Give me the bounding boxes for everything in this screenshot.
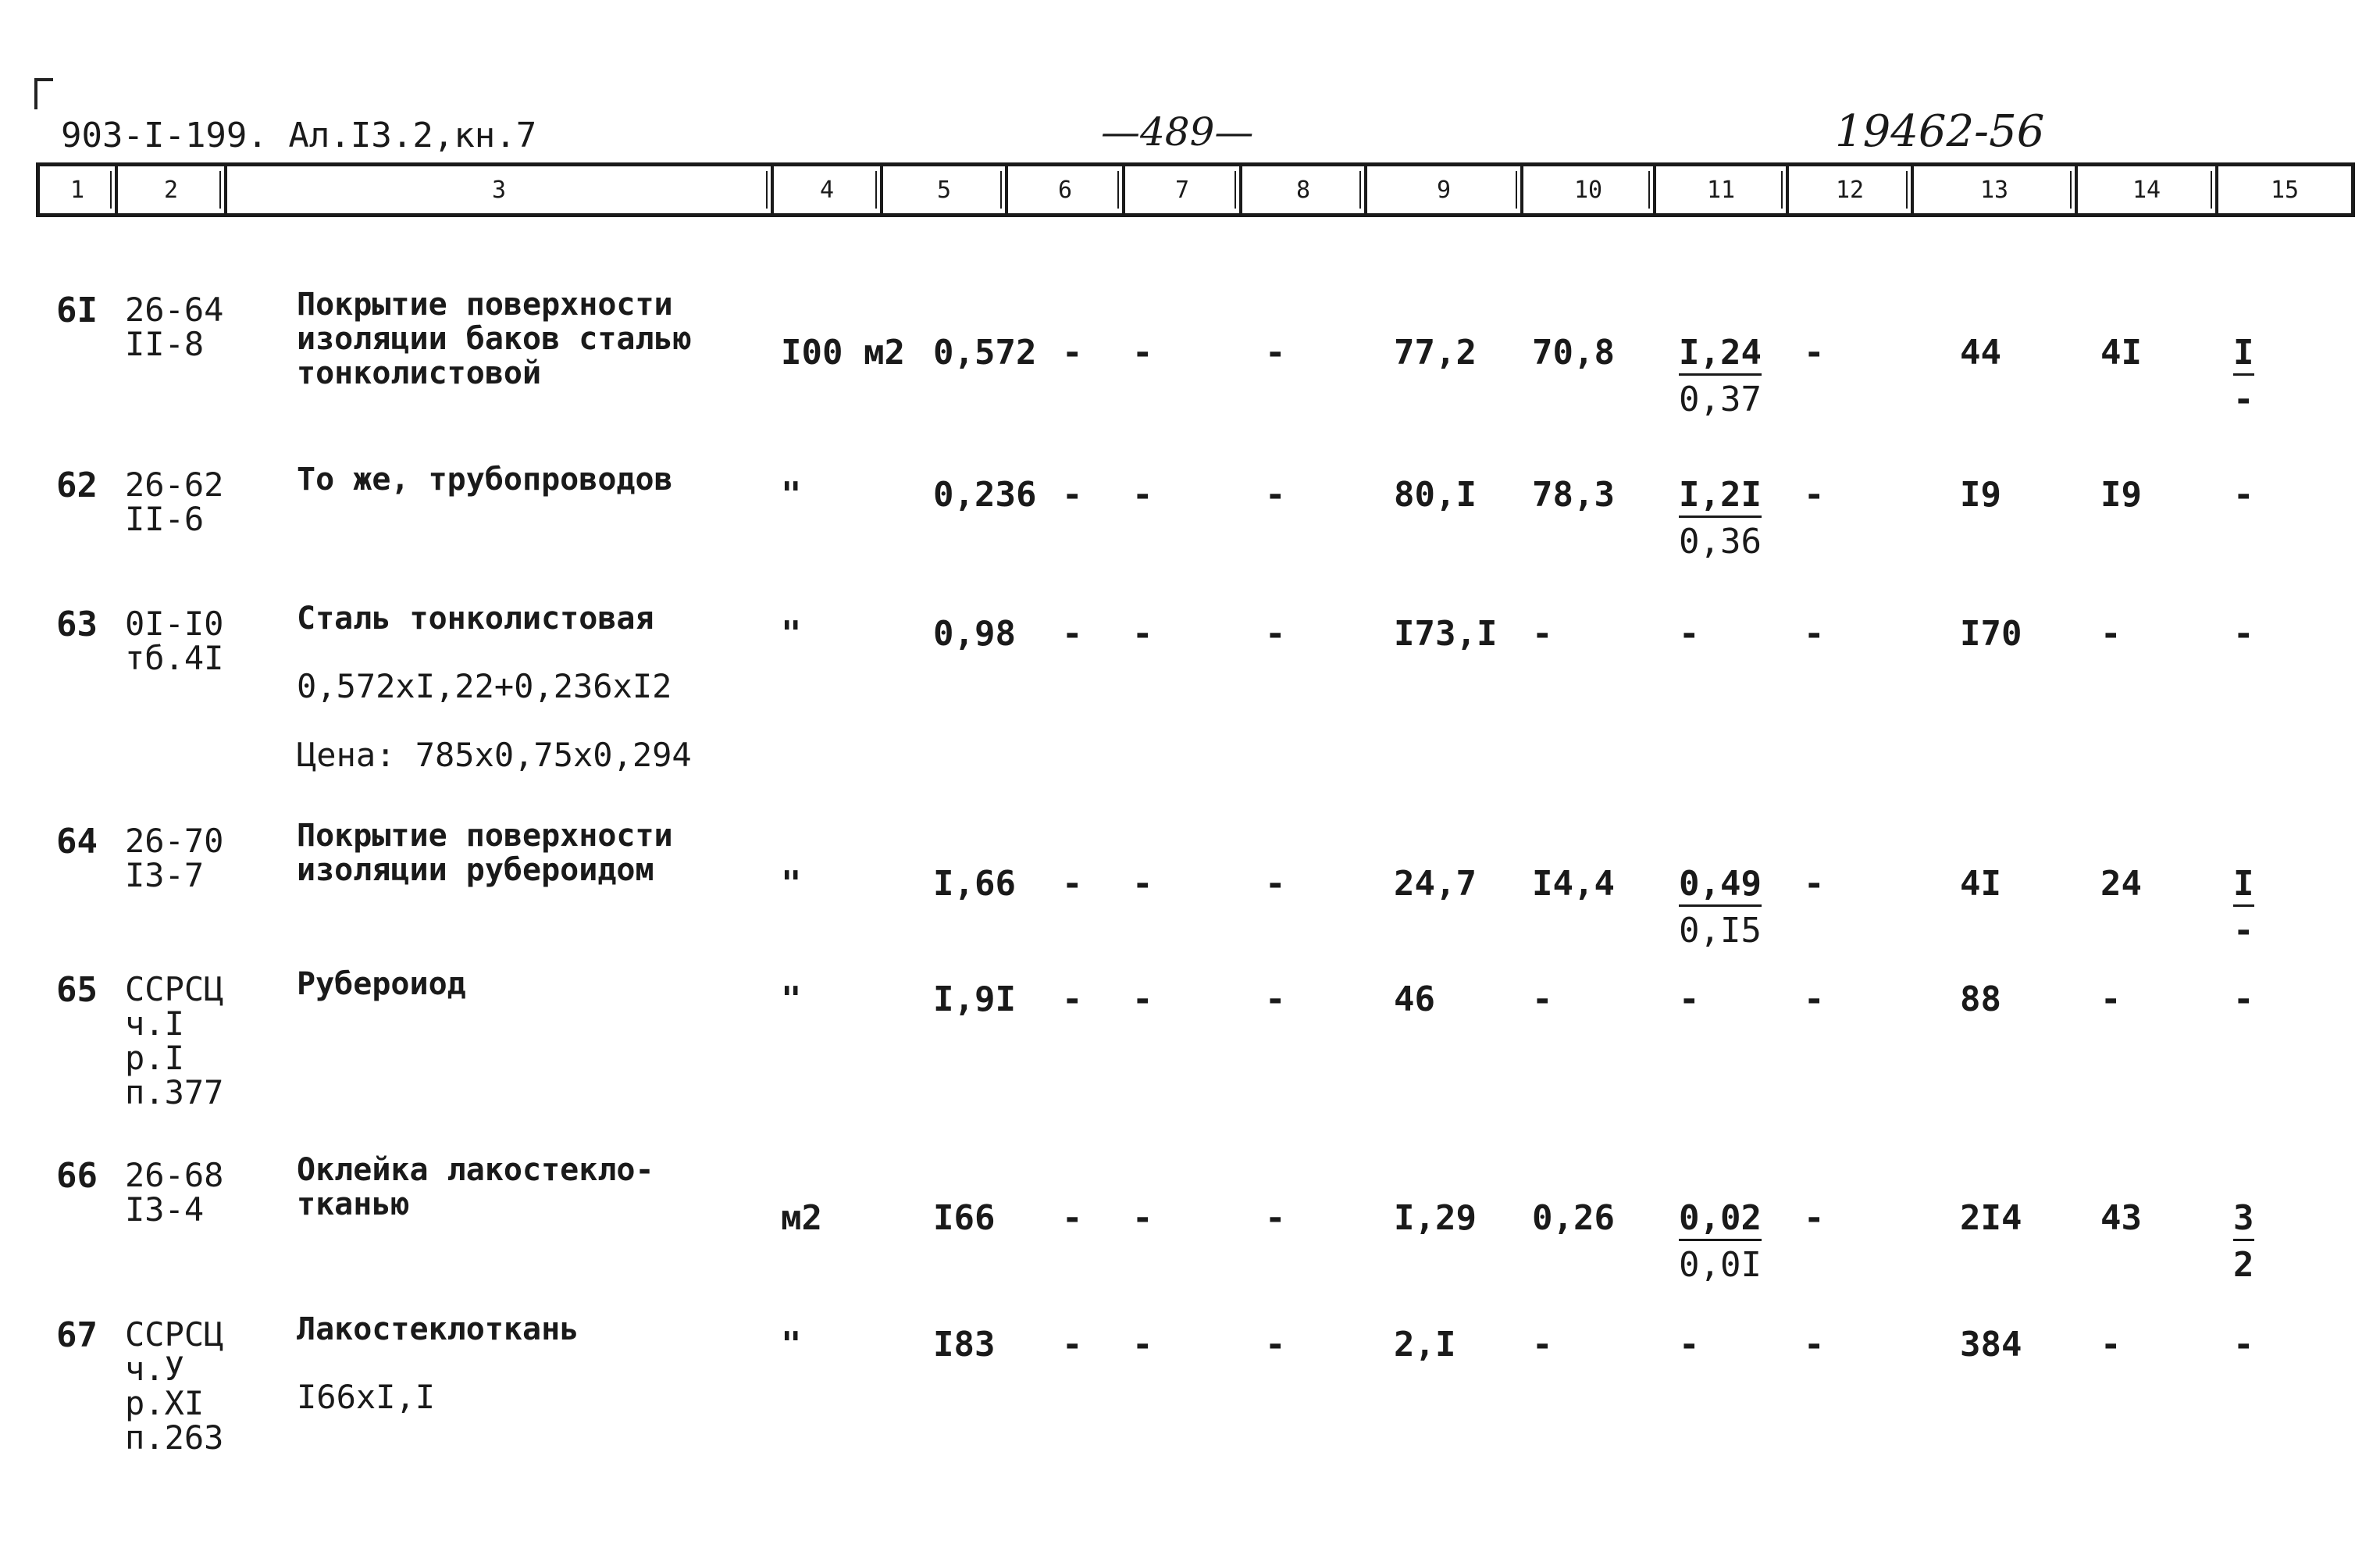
row-col-15-top: I xyxy=(2233,865,2254,907)
row-col-15: - xyxy=(2233,614,2254,654)
row-col-11-bottom: 0,37 xyxy=(1679,380,1762,419)
row-calculation-line: I66хI,I xyxy=(297,1378,436,1416)
row-number: 62 xyxy=(56,466,98,505)
row-col-8: - xyxy=(1265,864,1286,904)
column-number-header xyxy=(36,162,2355,217)
row-col-8: - xyxy=(1265,979,1286,1019)
column-number-10: 10 xyxy=(1523,166,1656,213)
row-col-11: - xyxy=(1679,614,1700,654)
row-number: 64 xyxy=(56,822,98,862)
row-col-11-bottom: 0,0I xyxy=(1679,1245,1762,1285)
row-col-5: I83 xyxy=(933,1325,996,1365)
column-number-8: 8 xyxy=(1242,166,1367,213)
column-number-9: 9 xyxy=(1367,166,1523,213)
column-number-14: 14 xyxy=(2078,166,2218,213)
row-code-line: п.263 xyxy=(125,1418,224,1457)
row-col-9: 46 xyxy=(1394,979,1435,1019)
row-description-line: Покрытие поверхности xyxy=(297,818,673,854)
row-col-7: - xyxy=(1132,1198,1153,1238)
row-code-line: 26-70 xyxy=(125,822,224,860)
row-col-7: - xyxy=(1132,1325,1153,1365)
row-col-12: - xyxy=(1804,1325,1825,1365)
row-col-14: - xyxy=(2100,1325,2122,1365)
column-number-11: 11 xyxy=(1656,166,1789,213)
row-col-15: - xyxy=(2233,1325,2254,1365)
row-col-5: I,66 xyxy=(933,864,1016,904)
row-col-14: 43 xyxy=(2100,1198,2142,1238)
row-col-9: 24,7 xyxy=(1394,864,1477,904)
document-reference: 903-I-199. Ал.I3.2,кн.7 xyxy=(61,116,537,155)
row-col-9: 2,I xyxy=(1394,1325,1456,1365)
column-number-12: 12 xyxy=(1789,166,1914,213)
row-col-5: I,9I xyxy=(933,979,1016,1019)
row-col-11: - xyxy=(1679,1325,1700,1365)
row-number: 66 xyxy=(56,1156,98,1196)
row-code-line: ч.У xyxy=(125,1350,184,1388)
row-col-8: - xyxy=(1265,1325,1286,1365)
row-unit: " xyxy=(781,475,802,515)
row-col-13: 2I4 xyxy=(1960,1198,2022,1238)
row-col-12: - xyxy=(1804,333,1825,373)
row-code-line: 0I-I0 xyxy=(125,605,224,643)
row-col-11-top: I,2I xyxy=(1679,476,1762,518)
row-description-line: изоляции баков сталью xyxy=(297,321,692,357)
row-col-10: 70,8 xyxy=(1532,333,1615,373)
row-col-9: 77,2 xyxy=(1394,333,1477,373)
column-number-3: 3 xyxy=(227,166,774,213)
row-col-15: - xyxy=(2233,979,2254,1019)
row-col-13: I70 xyxy=(1960,614,2022,654)
row-col-8: - xyxy=(1265,333,1286,373)
row-col-11-top: 0,02 xyxy=(1679,1200,1762,1241)
row-col-10: - xyxy=(1532,1325,1553,1365)
row-col-6: - xyxy=(1062,1325,1083,1365)
row-col-5: 0,572 xyxy=(933,333,1037,373)
row-code-line: ССРСЦ xyxy=(125,970,224,1008)
row-col-13: 44 xyxy=(1960,333,2001,373)
row-description-line: тонколистовой xyxy=(297,355,542,391)
row-col-6: - xyxy=(1062,1198,1083,1238)
row-col-6: - xyxy=(1062,864,1083,904)
row-code-line: р.ХI xyxy=(125,1384,205,1422)
row-col-11-top: 0,49 xyxy=(1679,865,1762,907)
row-description-line: Лакостеклоткань xyxy=(297,1311,579,1347)
row-col-9: 80,I xyxy=(1394,475,1477,515)
row-col-10: 0,26 xyxy=(1532,1198,1615,1238)
row-col-15: - xyxy=(2233,475,2254,515)
column-number-7: 7 xyxy=(1125,166,1242,213)
column-number-5: 5 xyxy=(883,166,1008,213)
row-col-9: I73,I xyxy=(1394,614,1498,654)
row-col-11-top: I,24 xyxy=(1679,334,1762,376)
row-col-7: - xyxy=(1132,979,1153,1019)
row-col-14: I9 xyxy=(2100,475,2142,515)
row-number: 63 xyxy=(56,605,98,644)
row-col-11: - xyxy=(1679,979,1700,1019)
row-number: 67 xyxy=(56,1315,98,1355)
row-description-line: изоляции рубероидом xyxy=(297,852,654,888)
row-col-6: - xyxy=(1062,614,1083,654)
row-unit: " xyxy=(781,864,802,904)
row-col-7: - xyxy=(1132,333,1153,373)
row-code-line: р.I xyxy=(125,1039,184,1077)
row-col-10: I4,4 xyxy=(1532,864,1615,904)
row-col-6: - xyxy=(1062,333,1083,373)
row-col-8: - xyxy=(1265,475,1286,515)
column-number-4: 4 xyxy=(774,166,883,213)
row-unit: м2 xyxy=(781,1198,822,1238)
row-col-12: - xyxy=(1804,979,1825,1019)
row-unit: I00 м2 xyxy=(781,333,905,373)
column-number-6: 6 xyxy=(1008,166,1125,213)
row-col-14: - xyxy=(2100,979,2122,1019)
row-calculation-line: 0,572хI,22+0,236хI2 xyxy=(297,667,672,705)
row-col-12: - xyxy=(1804,1198,1825,1238)
row-col-8: - xyxy=(1265,1198,1286,1238)
row-col-15-top: I xyxy=(2233,334,2254,376)
page-number: —489— xyxy=(1101,109,1254,155)
row-code-line: II-8 xyxy=(125,325,205,363)
row-description-line: Рубероиод xyxy=(297,966,466,1002)
row-col-9: I,29 xyxy=(1394,1198,1477,1238)
row-description-line: Покрытие поверхности xyxy=(297,287,673,323)
row-col-12: - xyxy=(1804,614,1825,654)
row-unit: " xyxy=(781,1325,802,1365)
row-col-7: - xyxy=(1132,475,1153,515)
row-col-5: I66 xyxy=(933,1198,996,1238)
row-calculation-line: Цена: 785х0,75х0,294 xyxy=(297,736,692,774)
row-code-line: п.377 xyxy=(125,1073,224,1111)
row-unit: " xyxy=(781,979,802,1019)
column-number-15: 15 xyxy=(2270,176,2300,204)
row-col-5: 0,98 xyxy=(933,614,1016,654)
row-col-5: 0,236 xyxy=(933,475,1037,515)
row-number: 6I xyxy=(56,291,98,330)
row-col-10: 78,3 xyxy=(1532,475,1615,515)
row-code-line: 26-62 xyxy=(125,466,224,504)
row-col-13: 4I xyxy=(1960,864,2001,904)
row-col-11-bottom: 0,36 xyxy=(1679,522,1762,562)
row-code-line: 26-68 xyxy=(125,1156,224,1194)
row-unit: " xyxy=(781,614,802,654)
row-code-line: 26-64 xyxy=(125,291,224,329)
row-col-7: - xyxy=(1132,864,1153,904)
row-description-line: То же, трубопроводов xyxy=(297,462,673,498)
row-col-14: - xyxy=(2100,614,2122,654)
row-col-11-bottom: 0,I5 xyxy=(1679,911,1762,951)
row-col-15-bottom: - xyxy=(2233,911,2254,951)
row-number: 65 xyxy=(56,970,98,1010)
row-col-6: - xyxy=(1062,475,1083,515)
row-col-6: - xyxy=(1062,979,1083,1019)
row-col-10: - xyxy=(1532,614,1553,654)
row-description-line: Оклейка лакостекло- xyxy=(297,1152,654,1188)
row-col-13: 88 xyxy=(1960,979,2001,1019)
row-code-line: I3-7 xyxy=(125,856,205,894)
row-col-14: 24 xyxy=(2100,864,2142,904)
row-description-line: тканью xyxy=(297,1186,410,1222)
row-code-line: тб.4I xyxy=(125,639,224,677)
row-col-12: - xyxy=(1804,475,1825,515)
column-number-13: 13 xyxy=(1914,166,2078,213)
row-description-line: Сталь тонколистовая xyxy=(297,601,654,637)
handwritten-code: 19462-56 xyxy=(1835,106,2045,157)
row-code-line: I3-4 xyxy=(125,1190,205,1229)
row-code-line: II-6 xyxy=(125,500,205,538)
column-number-2: 2 xyxy=(118,166,227,213)
row-col-15-top: 3 xyxy=(2233,1200,2254,1241)
row-col-14: 4I xyxy=(2100,333,2142,373)
row-code-line: ССРСЦ xyxy=(125,1315,224,1354)
row-col-10: - xyxy=(1532,979,1553,1019)
corner-mark xyxy=(34,78,53,109)
row-code-line: ч.I xyxy=(125,1004,184,1043)
row-col-12: - xyxy=(1804,864,1825,904)
row-col-15-bottom: - xyxy=(2233,380,2254,419)
row-col-7: - xyxy=(1132,614,1153,654)
row-col-13: 384 xyxy=(1960,1325,2022,1365)
row-col-8: - xyxy=(1265,614,1286,654)
row-col-13: I9 xyxy=(1960,475,2001,515)
row-col-15-bottom: 2 xyxy=(2233,1245,2254,1285)
column-number-1: 1 xyxy=(40,166,118,213)
